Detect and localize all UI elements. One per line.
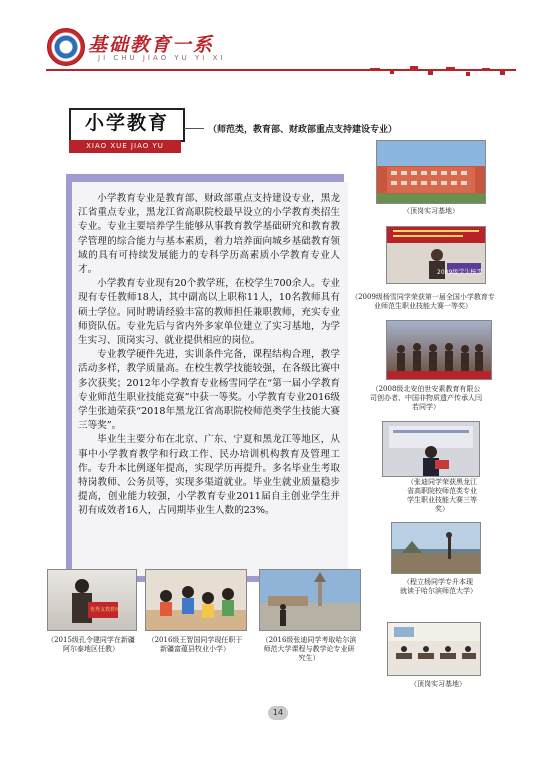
photo-caption: （顶岗实习基地） [410, 680, 466, 688]
photo-caption: （2016级王智国同学现任职于新疆富蕴县牧业小学） [147, 636, 243, 653]
paragraph: 小学教育专业现有20个教学班，在校学生700余人。专业现有专任教师18人，其中副高以上职称11人，10名教师具有硕士学位。同时聘请经验丰富的教师担任兼职教师，充实专业师资队伍。专业先后与省内外多家单位建立了实习基地，为学生实习、顶岗实习、就业提供相应的岗位。 [78, 278, 340, 347]
paragraph: 专业教学硬件先进，实训条件完备，课程结构合理，教学活动多样，教学质量高。在校生教学技能较强，在各级比赛中多次获奖；2012年小学教育专业杨雪同学在“第一届小学教育专业师范生职业技能竞赛”中获一等奖。小学教育专业2016级学生张迪荣获“2018年黑龙江省高职院校师范类学生技能大赛三等奖”。 [78, 349, 340, 432]
photo-zhangdi-award [382, 421, 480, 477]
photo-zhangdi-university [259, 569, 361, 631]
school-logo [47, 28, 85, 66]
photo-caption: （2015级孔令建同学在新疆阿尔泰地区任教） [47, 636, 135, 653]
brand-title: 基础教育一系 [88, 34, 215, 56]
header-decoration [350, 64, 520, 78]
photo-caption: （顶岗实习基地） [403, 207, 459, 215]
photo-internship-classroom [387, 622, 481, 676]
photo-caption: （程立杨同学专升本现就读于哈尔滨师范大学） [400, 578, 477, 595]
photo-caption: （2008级北安伯世安素教育有限公司创办者、中国非物质遗产传承人闫若同学） [370, 385, 482, 411]
photo-caption: （2009级杨雪同学荣获第一届全国小学教育专业师范生职业技能大赛一等奖） [351, 293, 495, 310]
section-title: 小学教育 [84, 112, 169, 134]
paragraph: 小学教育专业是教育部、财政部重点支持建设专业，黑龙江省重点专业，黑龙江省高职院校最早设立的小学教育类招生专业。专业主要培养学生能够从事教育教学基础研究和教育教学管理的综合能力与基本素质，着力培养面向城乡基础教育领域的具有可持续发展能力的专科学历高素质小学教育专业人才。 [78, 193, 340, 276]
photo-caption: （2016级张迪同学考取哈尔滨师范大学课程与教学论专业研究生） [261, 636, 357, 662]
photo-yangxue-award [386, 226, 486, 284]
subtitle-dash [184, 128, 204, 129]
section-subtitle: （师范类，教育部、财政部重点支持建设专业） [208, 125, 398, 135]
photo-inset-label: 2009级学生杨雪 [437, 269, 483, 276]
photo-yanruo-ceremony [386, 320, 492, 380]
section-pinyin: XIAO XUE JIAO YU [69, 140, 181, 153]
brand-pinyin: JI CHU JIAO YU YI XI [98, 54, 226, 62]
body-text [78, 192, 340, 519]
paragraph: 毕业生主要分布在北京、广东、宁夏和黑龙江等地区，从事中小学教育教学和行政工作、民办培训机构教育及管理工作。专升本比例逐年提高，实现学历再提升。多名毕业生考取特岗教师、公务员等，实现多渠道就业。毕业生就业质量稳步提高，创业能力较强，小学教育专业2011届自主创业学生并初有成效者16人，占同期毕业生人数的23%。 [78, 434, 340, 517]
page-number: 14 [268, 706, 288, 720]
photo-caption: （张迪同学荣获黑龙江省高职院校师范类专业学生职业技能大赛三等奖） [407, 478, 477, 513]
photo-chenglyang-campus [391, 522, 481, 574]
photo-konglingjian-teaching [47, 569, 137, 631]
photo-internship-building [376, 140, 486, 204]
award-sign: 优秀支教教师 [90, 607, 121, 613]
photo-wangzhiguo-classroom [145, 569, 247, 631]
